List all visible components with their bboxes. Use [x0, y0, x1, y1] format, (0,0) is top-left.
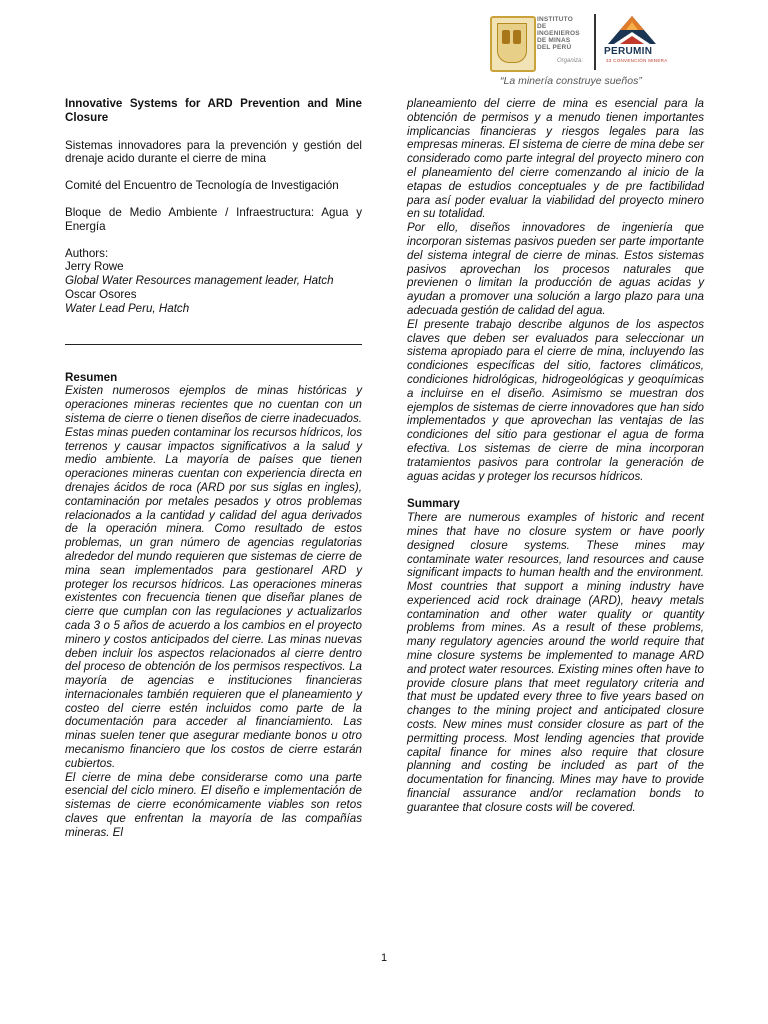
right-column [407, 97, 704, 815]
authors-label: Authors: [65, 246, 109, 260]
iim-shield-logo [490, 16, 536, 72]
iim-name-line: DE [537, 23, 547, 30]
shield-emblem-icon [497, 23, 527, 63]
author-name: Oscar Osores [65, 287, 137, 301]
paper-title-es: Sistemas innovadores para la prevención y gestión del drenaje acido durante el cierre de mina [65, 138, 362, 166]
author-affiliation: Water Lead Peru, Hatch [65, 301, 190, 315]
resumen-paragraph: Por ello, diseños innovadores de ingeniería que incorporan sistemas pasivos pueden ser parte importante del sistema integral de cierre de minas. Estos sistemas pasivos aprovechan los procesos naturales que previenen o limitan la producción de aguas acidas y ayudan a promover una solución a largo plazo para una adecuada gestión de calidad del agua. [407, 221, 704, 317]
iim-name-line: DEL PERÚ [537, 44, 572, 51]
organiza-label: Organiza: [557, 58, 584, 64]
perumin-name: PERUMIN [604, 46, 653, 57]
iim-name-line: DE MINAS [537, 37, 571, 44]
page-number: 1 [380, 952, 388, 964]
authors-section [65, 247, 362, 316]
summary-paragraph: There are numerous examples of historic and recent mines that have no closure system or have poorly designed closure systems. These mines may contaminate water resources, land resources and cause significant impacts to human health and the environment. Most countries that support a mining industry have experienced acid rock drainage (ARD), heavy metals contamination and other water quality or quantity problems from mines. As a result of these problems, many regulatory agencies around the world require that mine closure systems be implemented to manage ARD and protect water resources. Existing mines often have to provide closure plans that meet regulatory criteria and that must be updated every three to five years based on changes to the mining project and anticipated closure costs. New mines must consider closure as part of the permitting process. Most lending agencies that provide capital finance for mines also require that closure planning and costing be included as part of the documentation for financing. Mines may have to provide financial assurance and/or reclamation bonds to guarantee that closure costs will be covered. [407, 511, 704, 814]
author-affiliation: Global Water Resources management leader, Hatch [65, 274, 334, 288]
resumen-paragraph: El cierre de mina debe considerarse como una parte esencial del ciclo minero. El diseño e implementación de sistemas de cierre económicamente viables son retos claves que enfrentan la mayoría de las compañías mineras. El [65, 770, 362, 839]
iim-name [537, 16, 597, 51]
iim-name-line: INSTITUTO [537, 16, 573, 23]
perumin-subtitle: 33 CONVENCIÓN MINERA [606, 58, 668, 63]
logo-divider [594, 14, 596, 70]
slogan: “La minería construye sueños” [500, 75, 642, 87]
committee-name: Comité del Encuentro de Tecnología de Investigación [65, 179, 339, 193]
resumen-paragraph: El presente trabajo describe algunos de los aspectos claves que deben ser evaluados para seleccionar un sistema apropiado para el cierre de mina, incluyendo las condiciones específicas del sitio, factores climáticos, condiciones hidrológicas, hidrogeológicas y geoquímicas a incluirse en el diseño. Asimismo se muestran dos ejemplos de sistemas de cierre innovadores que han sido implementados y que aprovechan las ventajas de las condiciones del sitio para gestionar el agua de forma efectiva. Los sistemas de cierre de mina incorporan tratamientos pasivos para controlar la generación de aguas acidas y proteger los recursos hídricos. [407, 317, 704, 483]
resumen-heading: Resumen [65, 370, 118, 384]
block-name: Bloque de Medio Ambiente / Infraestructura: Agua y Energía [65, 205, 362, 233]
perumin-mountain-icon [600, 12, 665, 72]
paper-title-en: Innovative Systems for ARD Prevention and Mine Closure [65, 97, 362, 124]
left-column [65, 97, 362, 840]
horizontal-rule [65, 344, 362, 345]
iim-name-line: INGENIEROS [537, 30, 580, 37]
resumen-paragraph-continued: planeamiento del cierre de mina es esencial para la obtención de permisos y a menudo tienen importantes implicancias financieras y riesgos legales para las empresas mineras. El sistema de cierre de mina debe ser considerado como parte integral del proyecto minero con el planeamiento del cierre comenzando al inicio de la etapas de estudios conceptuales y de pre factibilidad para así poder evaluar la viabilidad del proyecto minero en su totalidad. [407, 97, 704, 221]
resumen-paragraph: Existen numerosos ejemplos de minas históricas y operaciones mineras recientes que no cuentan con un sistema de cierre o tienen diseños de cierre inadecuados. Estas minas pueden contaminar los recursos hídricos, los terrenos y causar impactos significativos a la salud y medio ambiente. La mayoría de países que tienen operaciones mineras cuentan con experiencia directa en drenajes ácidos de roca (ARD por sus siglas en ingles), contaminación por metales pesados y otros problemas relacionados a la cantidad y calidad del agua derivados de la operación minera. Como resultado de estos problemas, un gran número de agencias regulatorias alrededor del mundo requieren que sistemas de cierre de mina sean implementados para gestionarel ARD y proteger los recursos hídricos. Las operaciones mineras existentes con frecuencia tienen que diseñar planes de cierre que cumplan con las regulaciones y actualizarlos cada 3 o 5 años de acuerdo a los cambios en el proyecto minero y costos anticipados del cierre. Las minas nuevas deben incluir los aspectos relacionados al cierre dentro del proceso de obtención de los permisos respectivos. La mayoría de agencias e instituciones financieras internacionales también requieren que el planeamiento y costeo del cierre estén incluidos como parte de la documentación para acceder al financiamiento. Las minas suelen tener que asegurar mediante bonos u otro mecanismo financiero que los costos de cierre estarán cubiertos. [65, 384, 362, 770]
section-gap [407, 483, 704, 497]
author-name: Jerry Rowe [65, 260, 124, 274]
summary-heading: Summary [407, 497, 460, 511]
